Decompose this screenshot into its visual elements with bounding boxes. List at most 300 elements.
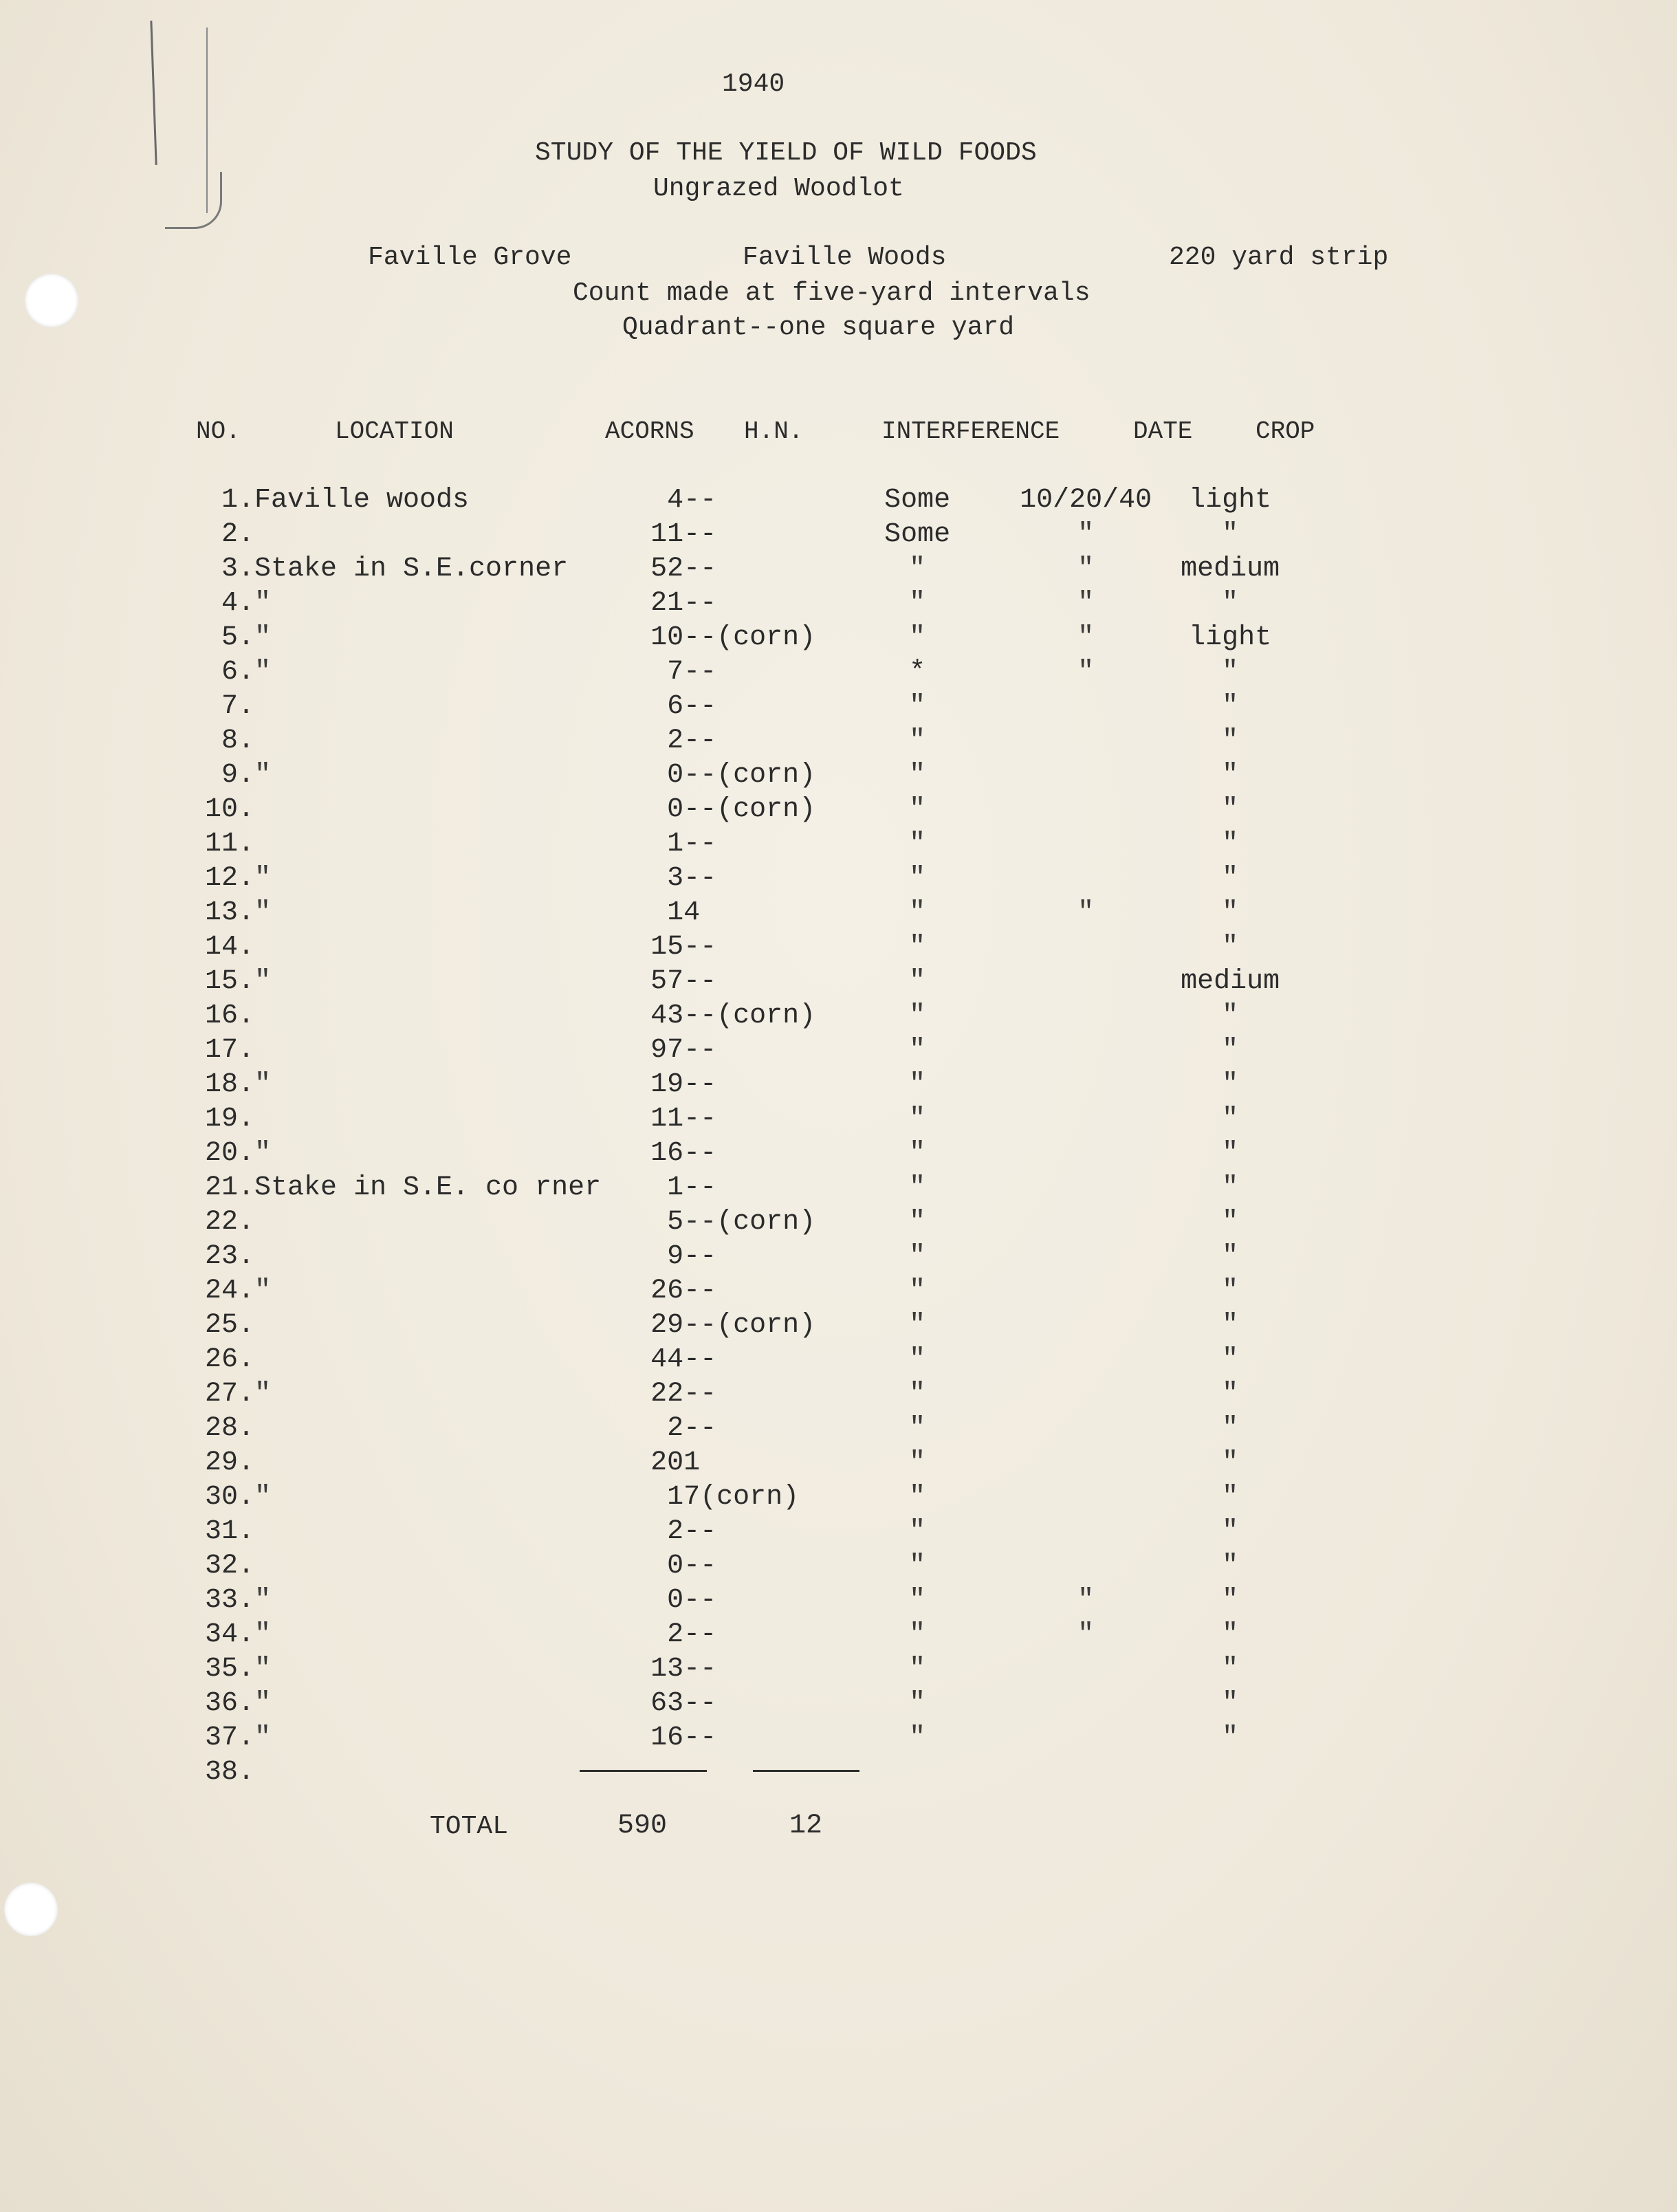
row-crop: "	[1222, 1137, 1239, 1169]
row-interference: "	[909, 1240, 926, 1272]
row-hn: --	[683, 1550, 717, 1581]
row-acorns: 11	[650, 518, 684, 550]
row-date	[993, 861, 1179, 895]
table-row	[186, 1411, 1282, 1445]
row-interference: "	[909, 1309, 926, 1341]
row-date	[993, 1067, 1179, 1102]
row-date	[993, 1342, 1179, 1377]
row-date	[993, 930, 1179, 964]
row-location: "	[254, 1687, 272, 1719]
row-hn: --	[683, 1275, 717, 1306]
table-row	[186, 689, 1282, 723]
table-row	[186, 758, 1282, 792]
row-location	[254, 1102, 601, 1136]
row-number: 37.	[204, 1722, 254, 1753]
row-interference: "	[909, 1172, 926, 1203]
row-date: 10/20/40	[1020, 484, 1152, 516]
row-crop: "	[1222, 931, 1239, 963]
row-hn: --	[683, 1240, 717, 1272]
row-interference: "	[909, 690, 926, 722]
row-date	[993, 1102, 1179, 1136]
row-number: 9.	[221, 759, 254, 791]
table-row	[186, 1617, 1282, 1652]
row-hn: --	[683, 1584, 717, 1616]
row-number: 4.	[221, 587, 254, 619]
row-acorns: 1	[667, 828, 684, 859]
row-number: 23.	[204, 1240, 254, 1272]
row-date	[993, 1720, 1179, 1755]
table-row	[186, 551, 1282, 586]
row-hn: --	[683, 1172, 717, 1203]
row-location: "	[254, 1584, 272, 1616]
table-row	[186, 1205, 1282, 1239]
row-location	[254, 689, 601, 723]
table-row	[186, 1445, 1282, 1480]
row-number: 29.	[204, 1447, 254, 1478]
row-interference: "	[909, 828, 926, 859]
row-date: "	[1077, 553, 1095, 584]
document-subtitle: Ungrazed Woodlot	[653, 174, 904, 204]
row-crop: "	[1222, 518, 1239, 550]
table-row	[186, 1067, 1282, 1102]
document-title: STUDY OF THE YIELD OF WILD FOODS	[535, 138, 1037, 168]
row-date	[993, 689, 1179, 723]
table-row	[186, 1136, 1282, 1170]
row-crop: "	[1222, 1447, 1239, 1478]
row-location	[254, 998, 601, 1033]
row-interference: "	[909, 1515, 926, 1547]
row-crop: medium	[1181, 553, 1280, 584]
row-date: "	[1077, 587, 1095, 619]
row-number: 6.	[221, 656, 254, 688]
table-row	[186, 1377, 1282, 1411]
row-interference: "	[909, 1412, 926, 1444]
row-crop: "	[1222, 690, 1239, 722]
row-hn	[683, 1755, 842, 1789]
row-acorns: 0	[667, 793, 684, 825]
row-number: 10.	[204, 793, 254, 825]
row-location: "	[254, 759, 272, 791]
row-location	[254, 517, 601, 551]
row-acorns: 21	[650, 587, 684, 619]
header-interference: INTERFERENCE	[881, 417, 1060, 446]
row-hn: --	[683, 965, 717, 997]
row-number: 5.	[221, 622, 254, 653]
quadrant-note: Quadrant--one square yard	[622, 313, 1015, 342]
row-number: 13.	[204, 897, 254, 928]
row-interference: Some	[884, 518, 951, 550]
row-date	[993, 826, 1179, 861]
row-location: "	[254, 622, 272, 653]
row-crop: "	[1222, 1412, 1239, 1444]
row-crop: "	[1222, 1309, 1239, 1341]
punch-hole-bottom	[4, 1883, 58, 1936]
row-number: 24.	[204, 1275, 254, 1306]
row-date: "	[1077, 1584, 1095, 1616]
row-number: 21.	[204, 1172, 254, 1203]
row-crop: "	[1222, 1550, 1239, 1581]
row-location: "	[254, 1653, 272, 1685]
row-hn: --	[683, 1069, 717, 1100]
row-acorns: 44	[650, 1344, 684, 1375]
row-location: "	[254, 1069, 272, 1100]
table-row	[186, 1342, 1282, 1377]
row-acorns	[601, 1755, 683, 1789]
row-crop: "	[1222, 1481, 1239, 1513]
row-interference: "	[909, 1722, 926, 1753]
row-location	[254, 1342, 601, 1377]
header-no: NO.	[196, 417, 241, 446]
row-location: "	[254, 1722, 272, 1753]
row-hn: --	[683, 1722, 717, 1753]
row-number: 38.	[204, 1756, 254, 1788]
row-acorns: 0	[667, 759, 684, 791]
row-hn: --	[683, 1515, 717, 1547]
row-acorns: 52	[650, 553, 684, 584]
row-interference: "	[909, 1206, 926, 1238]
table-row	[186, 517, 1282, 551]
table-row	[186, 1273, 1282, 1308]
table-row	[186, 1033, 1282, 1067]
row-hn: --	[683, 690, 717, 722]
row-hn: --	[683, 1137, 717, 1169]
row-acorns: 2	[667, 1619, 684, 1650]
row-crop: "	[1222, 1069, 1239, 1100]
row-date	[993, 1170, 1179, 1205]
row-date: "	[1077, 622, 1095, 653]
row-date	[993, 1548, 1179, 1583]
row-crop: "	[1222, 1103, 1239, 1135]
row-acorns: 1	[667, 1172, 684, 1203]
hn-total-rule	[753, 1770, 859, 1772]
row-interference: "	[909, 1034, 926, 1066]
row-date	[993, 1755, 1179, 1789]
row-location	[254, 1411, 601, 1445]
row-hn: --(corn)	[683, 1000, 816, 1031]
row-number: 22.	[204, 1206, 254, 1238]
row-date: "	[1077, 897, 1095, 928]
table-row	[186, 861, 1282, 895]
row-acorns: 11	[650, 1103, 684, 1135]
row-hn: --	[683, 1034, 717, 1066]
table-row	[186, 1686, 1282, 1720]
row-hn: 4	[683, 897, 701, 928]
row-location: "	[254, 1619, 272, 1650]
info-strip: 220 yard strip	[1169, 243, 1389, 272]
row-location	[254, 930, 601, 964]
row-location	[254, 1514, 601, 1548]
row-date	[993, 1205, 1179, 1239]
row-hn: --	[683, 1687, 717, 1719]
row-date	[993, 1445, 1179, 1480]
row-date	[993, 1514, 1179, 1548]
table-row	[186, 1102, 1282, 1136]
row-acorns: 0	[667, 1584, 684, 1616]
row-interference: "	[909, 1481, 926, 1513]
row-date: "	[1077, 656, 1095, 688]
row-number: 26.	[204, 1344, 254, 1375]
row-crop: "	[1222, 862, 1239, 894]
row-location: "	[254, 1378, 272, 1410]
row-acorns: 22	[650, 1378, 684, 1410]
row-date	[993, 723, 1179, 758]
row-acorns: 2	[667, 725, 684, 756]
row-acorns: 10	[650, 622, 684, 653]
yield-table	[186, 483, 1282, 1789]
row-number: 7.	[221, 690, 254, 722]
row-crop: "	[1222, 1653, 1239, 1685]
row-interference: "	[909, 1000, 926, 1031]
row-acorns: 19	[650, 1069, 684, 1100]
row-crop: "	[1222, 1344, 1239, 1375]
row-crop	[1179, 1755, 1282, 1789]
row-crop: "	[1222, 759, 1239, 791]
row-date	[993, 1480, 1179, 1514]
table-row	[186, 1755, 1282, 1789]
row-number: 3.	[221, 553, 254, 584]
row-number: 31.	[204, 1515, 254, 1547]
table-row	[186, 586, 1282, 620]
row-hn: --(corn)	[683, 793, 816, 825]
row-date	[993, 1377, 1179, 1411]
row-crop: "	[1222, 1722, 1239, 1753]
row-location: "	[254, 587, 272, 619]
row-number: 16.	[204, 1000, 254, 1031]
count-note: Count made at five-yard intervals	[573, 278, 1090, 308]
row-date	[993, 758, 1179, 792]
row-crop: "	[1222, 1584, 1239, 1616]
row-crop: "	[1222, 656, 1239, 688]
row-crop: "	[1222, 1378, 1239, 1410]
row-hn: --	[683, 587, 717, 619]
row-interference: "	[909, 1344, 926, 1375]
row-interference: "	[909, 862, 926, 894]
row-interference: "	[909, 1653, 926, 1685]
row-crop: light	[1189, 484, 1272, 516]
row-hn: 7(corn)	[683, 1481, 800, 1513]
total-hn: 12	[789, 1810, 823, 1841]
row-acorns: 1	[667, 1481, 684, 1513]
table-row	[186, 895, 1282, 930]
row-crop: "	[1222, 1206, 1239, 1238]
row-number: 14.	[204, 931, 254, 963]
row-number: 36.	[204, 1687, 254, 1719]
row-date: "	[1077, 1619, 1095, 1650]
row-hn: --	[683, 1412, 717, 1444]
row-crop: "	[1222, 1515, 1239, 1547]
row-interference: "	[909, 1687, 926, 1719]
row-location: "	[254, 862, 272, 894]
total-acorns: 590	[617, 1810, 668, 1841]
row-hn: --(corn)	[683, 622, 816, 653]
row-crop: "	[1222, 1687, 1239, 1719]
row-interference: "	[909, 1103, 926, 1135]
row-crop: "	[1222, 1275, 1239, 1306]
row-acorns: 26	[650, 1275, 684, 1306]
row-number: 35.	[204, 1653, 254, 1685]
row-acorns: 7	[667, 656, 684, 688]
row-acorns: 0	[667, 1550, 684, 1581]
row-crop: "	[1222, 587, 1239, 619]
row-hn: --	[683, 1619, 717, 1650]
row-hn: --(corn)	[683, 1309, 816, 1341]
row-date	[993, 792, 1179, 826]
paper-clip-curve	[165, 172, 222, 229]
table-row	[186, 483, 1282, 517]
row-location	[254, 1239, 601, 1273]
table-row	[186, 1652, 1282, 1686]
row-interference: "	[909, 759, 926, 791]
row-hn: --(corn)	[683, 1206, 816, 1238]
row-number: 19.	[204, 1103, 254, 1135]
row-acorns: 9	[667, 1240, 684, 1272]
table-row	[186, 1170, 1282, 1205]
table-row	[186, 998, 1282, 1033]
row-acorns: 1	[667, 897, 684, 928]
row-location	[254, 792, 601, 826]
row-date	[993, 998, 1179, 1033]
row-hn: --	[683, 1653, 717, 1685]
row-acorns: 5	[667, 1206, 684, 1238]
row-location: Faville woods	[254, 484, 470, 516]
row-crop: "	[1222, 793, 1239, 825]
table-row	[186, 792, 1282, 826]
row-hn: 1	[683, 1447, 701, 1478]
row-hn: --	[683, 553, 717, 584]
row-crop: "	[1222, 1000, 1239, 1031]
row-location	[254, 723, 601, 758]
table-row	[186, 1480, 1282, 1514]
row-acorns: 15	[650, 931, 684, 963]
row-location	[254, 826, 601, 861]
row-date	[993, 1033, 1179, 1067]
row-number: 30.	[204, 1481, 254, 1513]
table-row	[186, 826, 1282, 861]
table-row	[186, 1239, 1282, 1273]
row-crop: "	[1222, 1619, 1239, 1650]
row-acorns: 16	[650, 1722, 684, 1753]
row-interference: "	[909, 1069, 926, 1100]
row-number: 28.	[204, 1412, 254, 1444]
row-number: 18.	[204, 1069, 254, 1100]
row-interference: "	[909, 553, 926, 584]
table-row	[186, 964, 1282, 998]
row-location: "	[254, 897, 272, 928]
row-acorns: 13	[650, 1653, 684, 1685]
info-place-woods: Faville Woods	[743, 243, 947, 272]
row-number: 25.	[204, 1309, 254, 1341]
row-number: 15.	[204, 965, 254, 997]
row-date	[993, 1136, 1179, 1170]
row-number: 33.	[204, 1584, 254, 1616]
row-hn: --	[683, 862, 717, 894]
table-row	[186, 1583, 1282, 1617]
row-hn: --	[683, 828, 717, 859]
row-acorns: 4	[667, 484, 684, 516]
row-location: "	[254, 1137, 272, 1169]
table-row	[186, 723, 1282, 758]
row-interference: "	[909, 897, 926, 928]
row-number: 8.	[221, 725, 254, 756]
row-location	[254, 1205, 601, 1239]
row-date	[993, 1652, 1179, 1686]
row-number: 17.	[204, 1034, 254, 1066]
row-crop: "	[1222, 897, 1239, 928]
row-interference: "	[909, 1378, 926, 1410]
row-date	[993, 1239, 1179, 1273]
row-crop: light	[1189, 622, 1272, 653]
row-interference: "	[909, 1550, 926, 1581]
row-location: Stake in S.E. co rner	[254, 1172, 602, 1203]
table-row	[186, 930, 1282, 964]
row-hn: --	[683, 484, 717, 516]
row-acorns: 2	[667, 1412, 684, 1444]
row-crop: medium	[1181, 965, 1280, 997]
row-interference: "	[909, 931, 926, 963]
row-date	[993, 964, 1179, 998]
document-year: 1940	[722, 69, 785, 99]
row-location	[254, 1548, 601, 1583]
row-date	[993, 1308, 1179, 1342]
info-place-grove: Faville Grove	[368, 243, 572, 272]
row-interference	[842, 1755, 993, 1789]
row-interference: "	[909, 1275, 926, 1306]
row-number: 2.	[221, 518, 254, 550]
row-hn: --	[683, 931, 717, 963]
punch-hole-top	[25, 274, 78, 327]
row-crop: "	[1222, 725, 1239, 756]
acorns-total-rule	[580, 1770, 707, 1772]
row-location: Stake in S.E.corner	[254, 553, 569, 584]
row-hn: --	[683, 1378, 717, 1410]
row-number: 34.	[204, 1619, 254, 1650]
row-interference: "	[909, 793, 926, 825]
table-row	[186, 655, 1282, 689]
row-interference: *	[909, 656, 926, 688]
header-acorns: ACORNS	[605, 417, 694, 446]
row-location	[254, 1308, 601, 1342]
total-label: TOTAL	[430, 1812, 509, 1841]
row-number: 32.	[204, 1550, 254, 1581]
row-acorns: 57	[650, 965, 684, 997]
table-row	[186, 1514, 1282, 1548]
row-acorns: 97	[650, 1034, 684, 1066]
row-crop: "	[1222, 1034, 1239, 1066]
row-crop: "	[1222, 1240, 1239, 1272]
row-acorns: 2	[667, 1515, 684, 1547]
row-acorns: 29	[650, 1309, 684, 1341]
row-hn: --	[683, 1103, 717, 1135]
row-interference: "	[909, 725, 926, 756]
row-acorns: 16	[650, 1137, 684, 1169]
row-number: 20.	[204, 1137, 254, 1169]
header-crop: CROP	[1256, 417, 1315, 446]
row-date	[993, 1273, 1179, 1308]
row-interference: "	[909, 1584, 926, 1616]
row-location: "	[254, 1275, 272, 1306]
row-location: "	[254, 1481, 272, 1513]
row-interference: Some	[884, 484, 951, 516]
table-row	[186, 1308, 1282, 1342]
row-date: "	[1077, 518, 1095, 550]
row-location: "	[254, 965, 272, 997]
table-row	[186, 620, 1282, 655]
header-date: DATE	[1133, 417, 1193, 446]
row-date	[993, 1411, 1179, 1445]
row-hn: --	[683, 656, 717, 688]
row-number: 11.	[204, 828, 254, 859]
row-crop: "	[1222, 1172, 1239, 1203]
